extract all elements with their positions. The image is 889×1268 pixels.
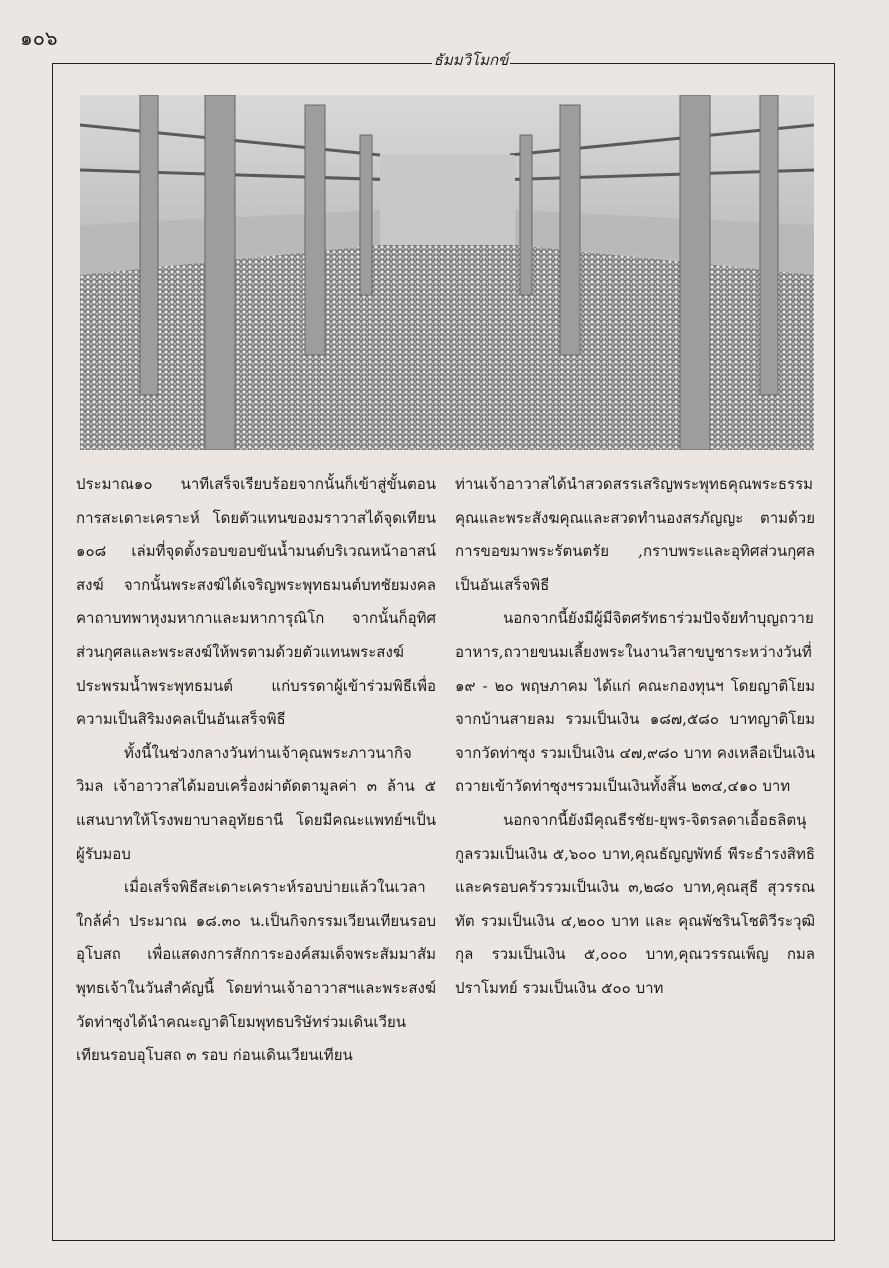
photo-illustration: [80, 95, 814, 450]
frame-top-rule-right: [510, 63, 834, 64]
paragraph: ทั้งนี้ในช่วงกลางวันท่านเจ้าคุณพระภาวนากิจวิมล เจ้าอาวาสได้มอบเครื่องผ่าตัดตามูลค่า ๓ ล้าน ๕ แสนบาทให้โรงพยาบาลอุทัยธานี โดยมีคณะแพทย์ฯเป็นผู้รับมอบ: [76, 743, 436, 863]
paragraph: ท่านเจ้าอาวาสได้นำสวดสรรเสริญพระพุทธคุณพระธรรมคุณและพระสังฆคุณและสวดทำนองสรภัญญะ ตามด้วยการขอขมาพระรัตนตรัย ,กราบพระและอุทิศส่วนกุศล เป็นอันเสร็จพิธี: [455, 475, 815, 594]
right-text-column: [455, 468, 815, 1006]
paragraph: เมื่อเสร็จพิธีสะเดาะเคราะห์รอบบ่ายแล้วในเวลาใกล้ค่ำ ประมาณ ๑๘.๓๐ น.เป็นกิจกรรมเวียนเทียนรอบอุโบสถ เพื่อแสดงการสักการะองค์สมเด็จพระสัมมาสัมพุทธเจ้าในวันสำคัญนี้ โดยท่านเจ้าอาวาสฯและพระสงฆ์วัดท่าซุงได้นำคณะญาติโยมพุทธบริษัทร่วมเดินเวียนเทียนรอบอุโบสถ ๓ รอบ ก่อนเดินเวียนเทียน: [76, 878, 436, 1065]
paragraph: นอกจากนี้ยังมีคุณธีรชัย-ยุพร-จิตรลดาเอื้อธลิตนุกูลรวมเป็นเงิน ๕,๖๐๐ บาท,คุณธัญญพัทธ์ พีระธำรงสิทธิและครอบครัวรวมเป็นเงิน ๓,๒๘๐ บาท,คุณสุธี สุวรรณทัต รวมเป็นเงิน ๔,๒๐๐ บาท และ คุณพัชรินโชติวีระวุฒิกุล รวมเป็นเงิน ๕,๐๐๐ บาท,คุณวรรณเพ็ญ กมลปราโมทย์ รวมเป็นเงิน ๕๐๐ บาท: [455, 810, 815, 997]
page-number: ๑๐๖: [20, 26, 58, 50]
paragraph: ประมาณ๑๐ นาทีเสร็จเรียบร้อยจากนั้นก็เข้าสู่ขั้นตอนการสะเดาะเคราะห์ โดยตัวแทนของมราวาสได้จุดเทียน ๑๐๘ เล่มที่จุดตั้งรอบขอบขันน้ำมนต์บริเวณหน้าอาสน์สงฆ์ จากนั้นพระสงฆ์ได้เจริญพระพุทธมนต์บทชัยมงคลคาถาบทพาหุงมหากาและมหาการุณิโก จากนั้นก็อุทิศส่วนกุศลและพระสงฆ์ให้พรตามด้วยตัวแทนพระสงฆ์ประพรมน้ำพระพุทธมนต์ แก่บรรดาผู้เข้าร่วมพิธีเพื่อความเป็นสิริมงคลเป็นอันเสร็จพิธี: [76, 475, 436, 729]
crowd-hall-photo: [80, 95, 814, 450]
running-title: ธัมมวิโมกข์: [433, 51, 509, 69]
frame-top-rule-left: [52, 63, 432, 64]
left-text-column: [76, 468, 436, 1073]
paragraph: นอกจากนี้ยังมีผู้มีจิตศรัทธาร่วมปัจจัยทำบุญถวายอาหาร,ถวายขนมเลี้ยงพระในงานวิสาขบูชาระหว่างวันที่ ๑๙ - ๒๐ พฤษภาคม ได้แก่ คณะกองทุนฯ โดยญาติโยมจากบ้านสายลม รวมเป็นเงิน ๑๘๗,๕๘๐ บาทญาติโยมจากวัดท่าซุง รวมเป็นเงิน ๔๗,๙๘๐ บาท คงเหลือเป็นเงินถวายเข้าวัดท่าซุงฯรวมเป็นเงินทั้งสิ้น ๒๓๔,๔๑๐ บาท: [455, 609, 815, 796]
